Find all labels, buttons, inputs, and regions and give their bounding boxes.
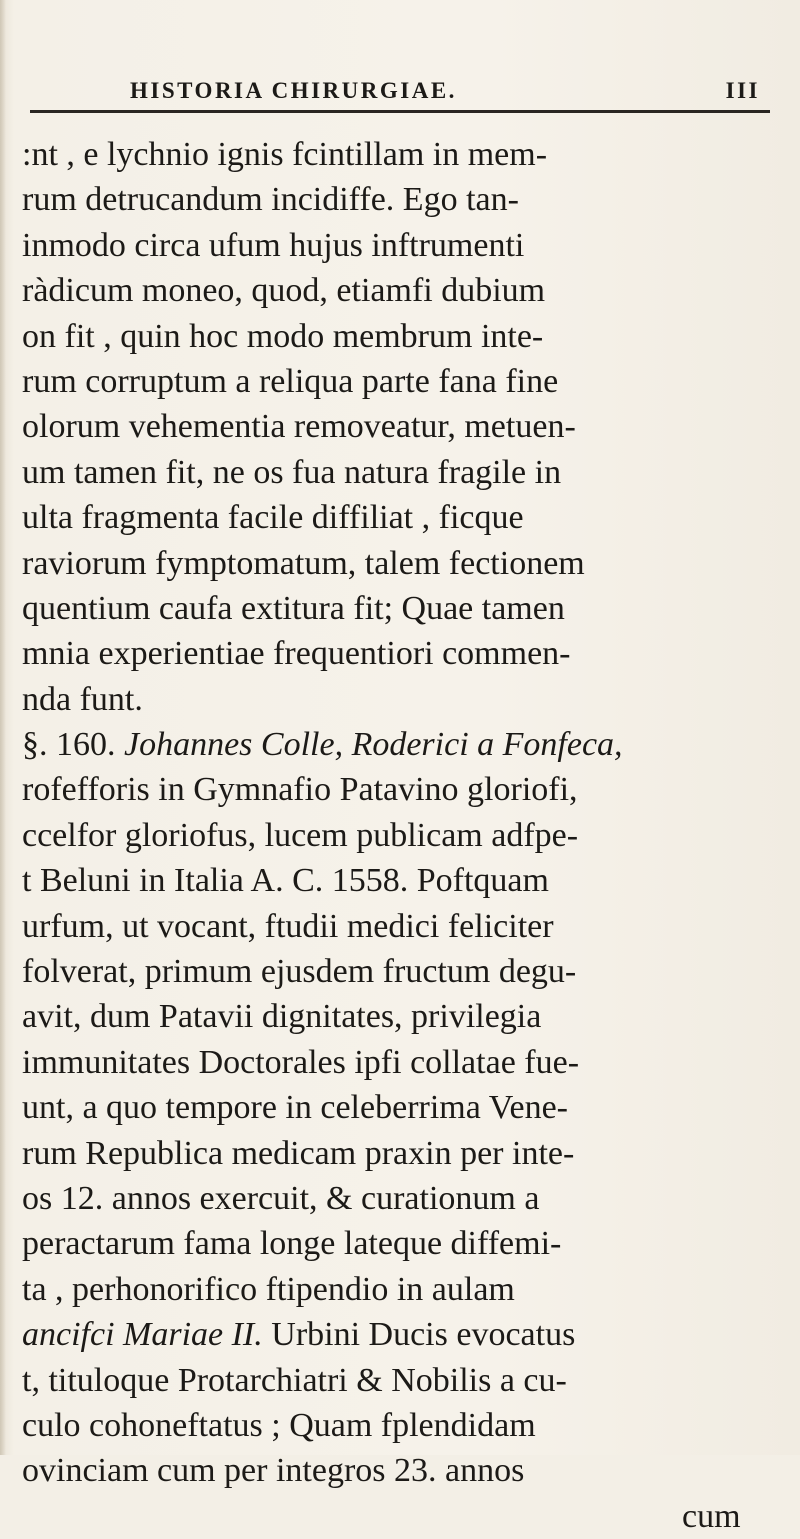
text-line: folverat, primum ejusdem fructum degu- <box>22 953 577 991</box>
catchword: cum <box>682 1497 741 1535</box>
text-line: immunitates Doctorales ipfi collatae fue- <box>22 1043 580 1081</box>
page-gutter-shadow <box>0 0 6 1455</box>
text-line: inmodo circa ufum hujus inftrumenti <box>22 226 525 264</box>
text-line: ulta fragmenta facile diffiliat , ficque <box>22 499 524 537</box>
text-line: um tamen fit, ne os fua natura fragile in <box>22 453 562 491</box>
text-line: avit, dum Patavii dignitates, privilegia <box>22 998 542 1036</box>
text-line: rum Republica medicam praxin per inte- <box>22 1134 575 1172</box>
text-line: raviorum fymptomatum, talem fectionem <box>22 544 585 582</box>
italic-name: ancifci Mariae II. <box>22 1316 263 1354</box>
text-line: quentium caufa extitura fit; Quae tamen <box>22 589 565 627</box>
text-line: on fit , quin hoc modo membrum inte- <box>22 317 544 355</box>
text-line: ràdicum moneo, quod, etiamfi dubium <box>22 272 546 310</box>
text-line: unt, a quo tempore in celeberrima Vene- <box>22 1089 568 1127</box>
body-text <box>22 132 782 1539</box>
text-line: ta , perhonorifico ftipendio in aulam <box>22 1270 515 1308</box>
text-line: os 12. annos exercuit, & curationum a <box>22 1179 540 1217</box>
text-line: ccelfor gloriofus, lucem publicam adfpe- <box>22 816 579 854</box>
text-line: nda funt. <box>22 680 143 718</box>
page-number: III <box>725 78 760 103</box>
text-line: peractarum fama longe lateque diffemi- <box>22 1225 562 1263</box>
running-title: HISTORIA CHIRURGIAE. <box>130 78 457 103</box>
text-line: rum corruptum a reliqua parte fana fine <box>22 362 559 400</box>
text-line: t Beluni in Italia A. C. 1558. Poftquam <box>22 862 549 900</box>
line-segment: Urbini Ducis evocatus <box>262 1316 576 1354</box>
text-line: t, tituloque Protarchiatri & Nobilis a cu- <box>22 1361 567 1399</box>
text-line: urfum, ut vocant, ftudii medici feliciter <box>22 907 554 945</box>
text-line: culo cohoneftatus ; Quam fplendidam <box>22 1406 536 1444</box>
text-line <box>22 1312 782 1357</box>
text-line: rum detrucandum incidiffe. Ego tan- <box>22 181 519 219</box>
text-line: ovinciam cum per integros 23. annos <box>22 1452 525 1490</box>
line-segment: §. 160. <box>22 726 124 764</box>
text-line: rofefforis in Gymnafio Patavino gloriofi, <box>22 771 578 809</box>
italic-name: Johannes Colle, Roderici a Fonfeca, <box>124 726 623 764</box>
text-line: olorum vehementia removeatur, metuen- <box>22 408 576 446</box>
running-head <box>130 78 760 108</box>
header-rule <box>30 110 770 113</box>
text-line: :nt , e lychnio ignis fcintillam in mem- <box>22 136 548 173</box>
text-line: mnia experientiae frequentiori commen- <box>22 635 571 673</box>
text-line <box>22 722 782 767</box>
